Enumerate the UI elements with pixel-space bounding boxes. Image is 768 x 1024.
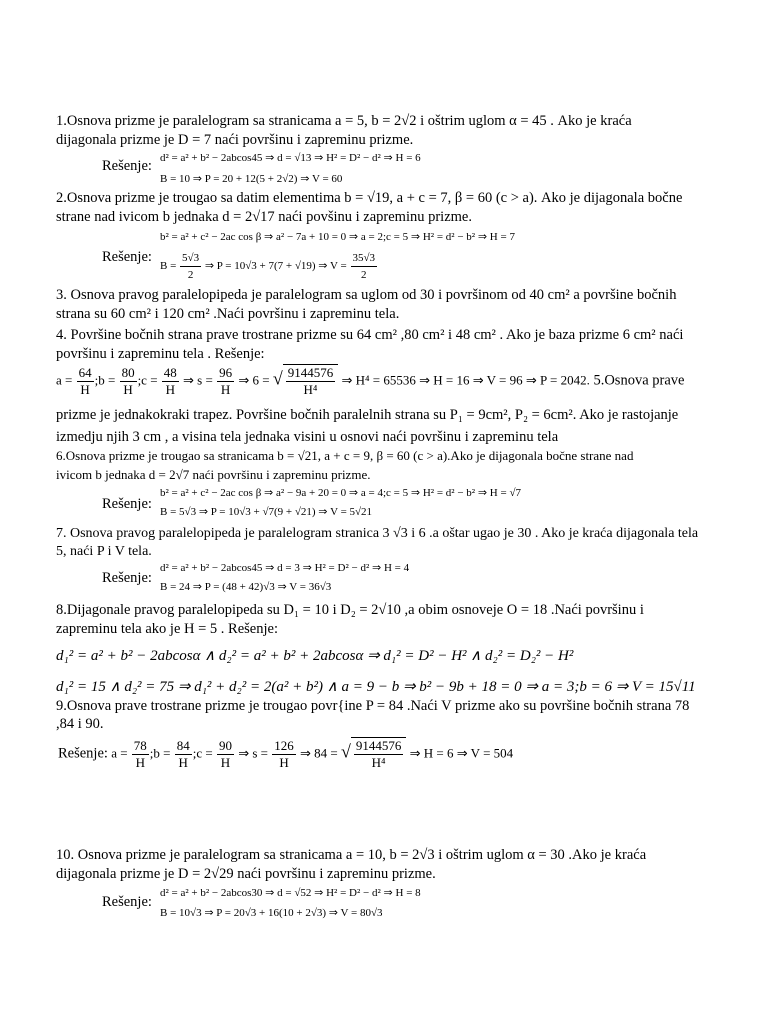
problem-1-math-2: B = 10 ⇒ P = 20 + 12(5 + 2√2) ⇒ V = 60 — [160, 173, 343, 185]
problem-5-line-2: izmedju njih 3 cm , a visina tela jednaka visini u osnovi naći površinu i zapreminu tela — [56, 429, 559, 445]
problem-2-line-2: strane nad ivicom b jednaka d = 2√17 naći povšinu i zapreminu prizme. — [56, 209, 472, 225]
problem-4-line-1: 4. Površine bočnih strana prave trostrane prizme su 64 cm² ,80 cm² i 48 cm² . Ako je baza prizme 6 cm² naći — [56, 327, 684, 343]
problem-5-line-1: prizme je jednakokraki trapez. Površine bočnih paralelnih strana su P₁ = 9cm², P₂ = 6cm². Ako je rastojanje — [56, 407, 679, 423]
problem-3-line-1: 3. Osnova pravog paralelopipeda je paralelogram sa uglom od 30 i površinom od 40 cm² a površine bočnih — [56, 287, 677, 303]
problem-10-math-1: d² = a² + b² − 2abcos30 ⇒ d = √52 ⇒ H² = D² − d² ⇒ H = 8 — [160, 887, 421, 899]
problem-1-solution-label: Rešenje: — [102, 158, 152, 174]
problem-6-math-1: b² = a² + c² − 2ac cos β ⇒ a² − 9a + 20 = 0 ⇒ a = 4;c = 5 ⇒ H² = d² − b² ⇒ H = √7 — [160, 487, 521, 499]
problem-10-line-1: 10. Osnova prizme je paralelogram sa stranicama a = 10, b = 2√3 i oštrim uglom α = 30 .Ako je kraća — [56, 847, 647, 863]
problem-10-math-2: B = 10√3 ⇒ P = 20√3 + 16(10 + 2√3) ⇒ V = 80√3 — [160, 907, 383, 919]
problem-7-line-2: 5, naći P i V tela. — [56, 544, 152, 559]
problem-6-line-2: ivicom b jednaka d = 2√7 naći površinu i zapreminu prizme. — [56, 467, 371, 482]
problem-1-line-1: 1.Osnova prizme je paralelogram sa stranicama a = 5, b = 2√2 i oštrim uglom α = 45 . Ako je kraća — [56, 113, 632, 129]
problem-4-line-2: površinu i zapreminu tela . Rešenje: — [56, 346, 265, 362]
problem-8-line-2: zapreminu tela ako je H = 5 . Rešenje: — [56, 621, 278, 637]
problem-8-math-1: d₁² = a² + b² − 2abcosα ∧ d₂² = a² + b² + 2abcosα ⇒ d₁² = D² − H² ∧ d₂² = D₂² − H² — [56, 648, 574, 664]
problem-10-solution-label: Rešenje: — [102, 894, 152, 910]
problem-1-math-1: d² = a² + b² − 2abcos45 ⇒ d = √13 ⇒ H² = D² − d² ⇒ H = 6 — [160, 152, 421, 164]
problem-9-line-2: ,84 i 90. — [56, 716, 104, 732]
problem-7-math-1: d² = a² + b² − 2abcos45 ⇒ d = 3 ⇒ H² = D² − d² ⇒ H = 4 — [160, 562, 410, 574]
problem-2-solution-label: Rešenje: — [102, 249, 152, 265]
problem-1-line-2: dijagonala prizme je D = 7 naći površinu i zapreminu prizme. — [56, 132, 414, 148]
problem-2-math-1: b² = a² + c² − 2ac cos β ⇒ a² − 7a + 10 = 0 ⇒ a = 2;c = 5 ⇒ H² = d² − b² ⇒ H = 7 — [160, 231, 515, 243]
problem-9-math: Rešenje: a = $\frac{78}{H}$ ;b = $\frac{84}{H}$ ;c = $\frac{90}{H}$ ⇒ s = $\frac{126}{H}$ ⇒ 84 = √ $\frac{9144576}{\text{H⁴}}$ ⇒ H = 6 ⇒ V = 504 — [58, 738, 514, 770]
problem-8-line-1: 8.Dijagonale pravog paralelopipeda su D₁ = 10 i D₂ = 2√10 ,a obim osnoveje O = 18 .Naći površinu i — [56, 602, 644, 618]
problem-6-math-2: B = 5√3 ⇒ P = 10√3 + √7(9 + √21) ⇒ V = 5√21 — [160, 506, 373, 518]
problem-3-line-2: strana su 60 cm² i 120 cm² .Naći površinu i zapreminu tela. — [56, 306, 400, 322]
problem-7-solution-label: Rešenje: — [102, 570, 152, 586]
problem-6-line-1: 6.Osnova prizme je trougao sa stranicama b = √21, a + c = 9, β = 60 (c > a).Ako je dijagonala bočne strane nad — [56, 448, 634, 463]
problem-8-math-2: d₁² = 15 ∧ d₂² = 75 ⇒ d₁² + d₂² = 2(a² + b²) ∧ a = 9 − b ⇒ b² − 9b + 18 = 0 ⇒ a = 3;b = 6 ⇒ V = 15√11 — [56, 679, 696, 695]
problem-2-math-2: B = $\frac{5√3}{2}$ ⇒ P = 10√3 + 7(7 + √19) ⇒ V = $\frac{35√3}{2}$ — [160, 252, 376, 281]
problem-2-line-1: 2.Osnova prizme je trougao sa datim elementima b = √19, a + c = 7, β = 60 (c > a). Ako je dijagonala bočne — [56, 190, 683, 206]
problem-4-math: a = $\frac{64}{H}$ ;b = $\frac{80}{H}$ ;c = $\frac{48}{H}$ ⇒ s = $\frac{96}{H}$ ⇒ 6 = √ $\frac{9144576}{\text{H⁴}}$ ⇒ H⁴ = 65536 ⇒ H = 16 ⇒ V = 96 ⇒ P = 2042. 5.Osnova prave — [56, 365, 685, 397]
problem-9-line-1: 9.Osnova prave trostrane prizme je trougao povr{ine P = 84 .Naći V prizme ako su površine bočnih strana 78 — [56, 698, 690, 714]
problem-10-line-2: dijagonala prizme je D = 2√29 naći površinu i zapreminu prizme. — [56, 866, 436, 882]
problem-7-line-1: 7. Osnova pravog paralelopipeda je paralelogram stranica 3 √3 i 6 .a oštar ugao je 30 . Ako je kraća dijagonala tela — [56, 526, 699, 541]
problem-7-math-2: B = 24 ⇒ P = (48 + 42)√3 ⇒ V = 36√3 — [160, 581, 332, 593]
problem-6-solution-label: Rešenje: — [102, 496, 152, 512]
